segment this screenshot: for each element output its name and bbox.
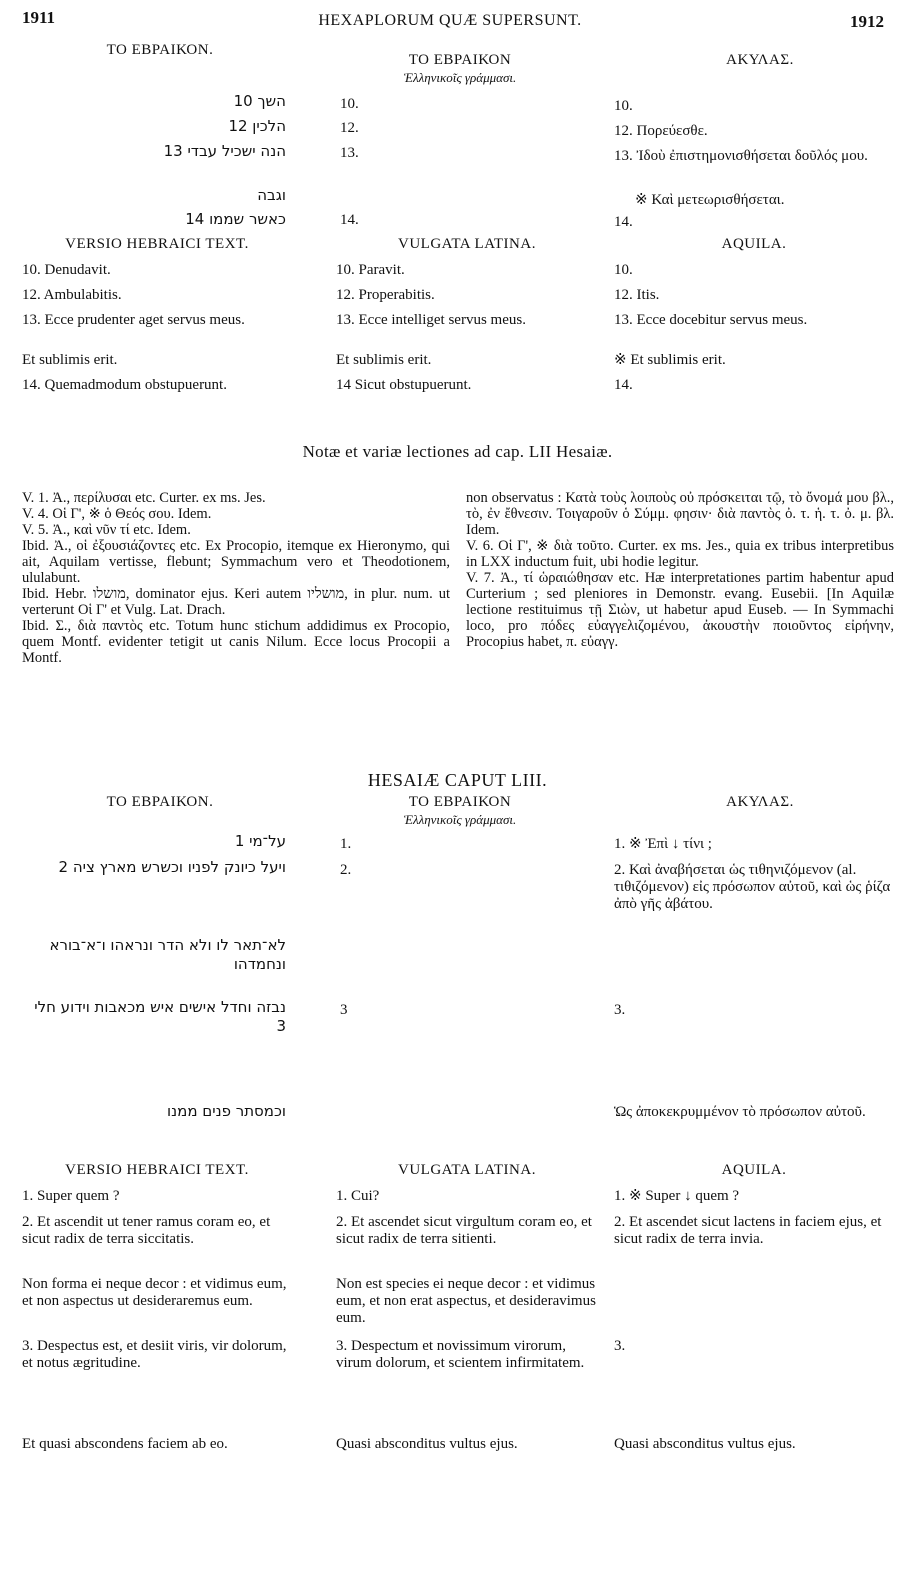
col-subheader-greek-letters: Ἑλληνικοῖς γράμμασι. bbox=[403, 70, 517, 85]
hebrew-line: וכמסתר פנים ממנו bbox=[167, 1102, 286, 1120]
chapter-title: HESAIÆ CAPUT LIII. bbox=[367, 770, 548, 790]
aquila-latin-line: 2. Et ascendet sicut lactens in faciem ejus, et sicut radix de terra invia. bbox=[614, 1214, 882, 1247]
aquila-greek-line: 10. bbox=[614, 98, 633, 114]
aquila-latin-line: 12. Itis. bbox=[614, 287, 660, 303]
latin-hebrew-line: Non forma ei neque decor : et vidimus eum, et non aspectus ut desideraremus eum. bbox=[22, 1276, 287, 1309]
vulgate-line: 1. Cui? bbox=[336, 1188, 380, 1204]
vulgate-line: Et sublimis erit. bbox=[336, 352, 432, 368]
vulgate-line: 12. Properabitis. bbox=[336, 287, 435, 303]
hebrew-line: השך 10 bbox=[233, 92, 286, 110]
vulgate-line: 10. Paravit. bbox=[336, 262, 405, 278]
greek-letters-line: 12. bbox=[340, 120, 359, 136]
hebrew-line: נבזה וחדל אישים איש מכאבות וידוע חלי 3 bbox=[34, 998, 286, 1035]
aquila-latin-line: 10. bbox=[614, 262, 633, 278]
col-header-greek-letters: ΤΟ ΕΒΡΑΙΚΟΝ bbox=[408, 794, 512, 810]
latin-header-hebrew: VERSIO HEBRAICI TEXT. bbox=[65, 1162, 249, 1178]
vulgate-line: Non est species ei neque decor : et vidimus eum, et non erat aspectus, et desideravimus eum. bbox=[336, 1276, 596, 1326]
aquila-latin-line: 1. ※ Super ↓ quem ? bbox=[614, 1188, 740, 1204]
aquila-latin-line: ※ Et sublimis erit. bbox=[614, 352, 726, 368]
running-title: HEXAPLORUM QUÆ SUPERSUNT. bbox=[318, 12, 582, 29]
aquila-greek-line: 13. Ἰδοὺ ἐπιστημονισθήσεται δοῦλός μου. bbox=[614, 148, 868, 164]
aquila-greek-line: 14. bbox=[614, 214, 633, 230]
aquila-latin-line: 13. Ecce docebitur servus meus. bbox=[614, 312, 808, 328]
latin-header-vulgate: VULGATA LATINA. bbox=[398, 236, 536, 252]
hebrew-line: על־מי 1 bbox=[234, 832, 286, 850]
greek-letters-line: 10. bbox=[340, 96, 359, 112]
hebrew-line: וגבה bbox=[257, 186, 286, 204]
vulgate-line: Quasi absconditus vultus ejus. bbox=[336, 1436, 518, 1452]
greek-letters-line: 14. bbox=[340, 212, 359, 228]
aquila-latin-line: Quasi absconditus vultus ejus. bbox=[614, 1436, 796, 1452]
vulgate-line: 3. Despectum et novissimum virorum, virum dolorum, et scientem infirmitatem. bbox=[336, 1338, 585, 1371]
hebrew-line: הנה ישכיל עבדי 13 bbox=[163, 142, 286, 160]
aquila-greek-line: 2. Καὶ ἀναβήσεται ὡς τιθηνιζόμενον (al. τιθιζόμενον) εἰς πρόσωπον αὐτοῦ, καὶ ὡς ῥίζα ἀπὸ γῆς ἀβάτου. bbox=[614, 862, 891, 912]
aquila-latin-line: 3. bbox=[614, 1338, 626, 1354]
aquila-greek-line: 1. ※ Ἐπὶ ↓ τίνι ; bbox=[614, 836, 712, 852]
col-header-aquila: ΑΚΥΛΑΣ. bbox=[726, 794, 794, 810]
hebrew-line: כאשר שממו 14 bbox=[185, 210, 286, 228]
greek-letters-line: 13. bbox=[340, 145, 359, 161]
notes-right-column: non observatus : Κατὰ τοὺς λοιποὺς οὐ πρόσκειται τῷ, τὸ ὄνομά μου βλ., τὸ, ἐν ἔθνεσιν. Τοιγαροῦν ὁ Σύμμ. φησιν· διὰ παντὸς ὀ. τ. ἡ. τ. ὀ. μ. βλ. Idem. V. 6. Οἱ Γ', ※ διὰ τοῦτο. Curter. ex ms. Jes., quia ex tribus interpretibus in LXX inductum fuit, ubi hodie legitur. V. 7. Ἀ., τί ὡραιώθησαν etc. Hæ interpretationes partim habentur apud Curterium ; sed pleniores in Demonstr. evang. Eusebii. [In Aquilæ lectione restituimus τῇ Σιὼν, ut habetur apud Euseb. — In Symmachi loco, pro πόδες εὐαγγελιζομένου, ἀκουστὴν ποιοῦντος εἰρήνην, Procopius habet, π. εὐαγγ. bbox=[466, 490, 894, 650]
vulgate-line: 2. Et ascendet sicut virgultum coram eo, et sicut radix de terra sitienti. bbox=[336, 1214, 592, 1247]
latin-header-vulgate: VULGATA LATINA. bbox=[398, 1162, 536, 1178]
latin-header-hebrew: VERSIO HEBRAICI TEXT. bbox=[65, 236, 249, 252]
aquila-latin-line: 14. bbox=[614, 377, 633, 393]
latin-hebrew-line: Et quasi abscondens faciem ab eo. bbox=[22, 1436, 228, 1452]
latin-header-aquila: AQUILA. bbox=[721, 1162, 787, 1178]
latin-hebrew-line: 12. Ambulabitis. bbox=[22, 287, 122, 303]
greek-letters-line: 2. bbox=[340, 862, 352, 878]
col-header-greek-letters: ΤΟ ΕΒΡΑΙΚΟΝ bbox=[408, 52, 512, 68]
latin-header-aquila: AQUILA. bbox=[721, 236, 787, 252]
latin-hebrew-line: Et sublimis erit. bbox=[22, 352, 118, 368]
latin-hebrew-line: 1. Super quem ? bbox=[22, 1188, 120, 1204]
latin-hebrew-line: 3. Despectus est, et desiit viris, vir dolorum, et notus ægritudine. bbox=[22, 1338, 287, 1371]
hebrew-line: הלכין 12 bbox=[228, 117, 286, 135]
hebrew-line: ויעל כיונק לפניו וכשרש מארץ ציה 2 bbox=[58, 858, 286, 876]
col-header-hebrew: ΤΟ ΕΒΡΑΙΚΟΝ. bbox=[106, 794, 214, 810]
col-subheader-greek-letters: Ἑλληνικοῖς γράμμασι. bbox=[403, 812, 517, 827]
col-header-aquila: ΑΚΥΛΑΣ. bbox=[726, 52, 794, 68]
page-number-right: 1912 bbox=[850, 12, 884, 31]
page-number-left: 1911 bbox=[22, 8, 56, 27]
latin-hebrew-line: 10. Denudavit. bbox=[22, 262, 111, 278]
aquila-greek-line: 12. Πορεύεσθε. bbox=[614, 123, 708, 139]
col-header-hebrew: ΤΟ ΕΒΡΑΙΚΟΝ. bbox=[106, 42, 214, 58]
latin-hebrew-line: 14. Quemadmodum obstupuerunt. bbox=[22, 377, 227, 393]
greek-letters-line: 3 bbox=[340, 1002, 348, 1018]
vulgate-line: 13. Ecce intelliget servus meus. bbox=[336, 312, 526, 328]
latin-hebrew-line: 13. Ecce prudenter aget servus meus. bbox=[22, 312, 245, 328]
vulgate-line: 14 Sicut obstupuerunt. bbox=[336, 377, 472, 393]
greek-letters-line: 1. bbox=[340, 836, 352, 852]
notes-title: Notæ et variæ lectiones ad cap. LII Hesaiæ. bbox=[302, 442, 613, 461]
aquila-greek-line: ※ Καὶ μετεωρισθήσεται. bbox=[635, 192, 785, 208]
aquila-greek-line: 3. bbox=[614, 1002, 626, 1018]
aquila-greek-line: Ὡς ἀποκεκρυμμένον τὸ πρόσωπον αὐτοῦ. bbox=[614, 1104, 866, 1120]
latin-hebrew-line: 2. Et ascendit ut tener ramus coram eo, et sicut radix de terra siccitatis. bbox=[22, 1214, 271, 1247]
hebrew-line: לא־תאר לו ולא הדר ונראהו ו־א־בורא ונחמדהו bbox=[49, 936, 286, 973]
notes-left-column: V. 1. Ἀ., περίλυσαι etc. Curter. ex ms. Jes. V. 4. Οἱ Γ', ※ ὁ Θεός σου. Idem. V. 5. Ἀ., καὶ νῦν τί etc. Idem. Ibid. Ἀ., οἱ ἐξουσιάζοντες etc. Ex Procopio, itemque ex Hieronymo, qui ait, Aquilam vertisse, flebunt; Symmachum vero et Theodotionem, ululabunt. Ibid. Hebr. מושלו, dominator ejus. Keri autem מושליו, in plur. num. ut verterunt Οἱ Γ' et Vulg. Lat. Drach. Ibid. Σ., διὰ παντὸς etc. Totum hunc stichum addidimus ex Procopio, quem Montf. evidenter tetigit ut canis Nilum. Ecce locus Procopii a Montf. bbox=[22, 490, 450, 666]
